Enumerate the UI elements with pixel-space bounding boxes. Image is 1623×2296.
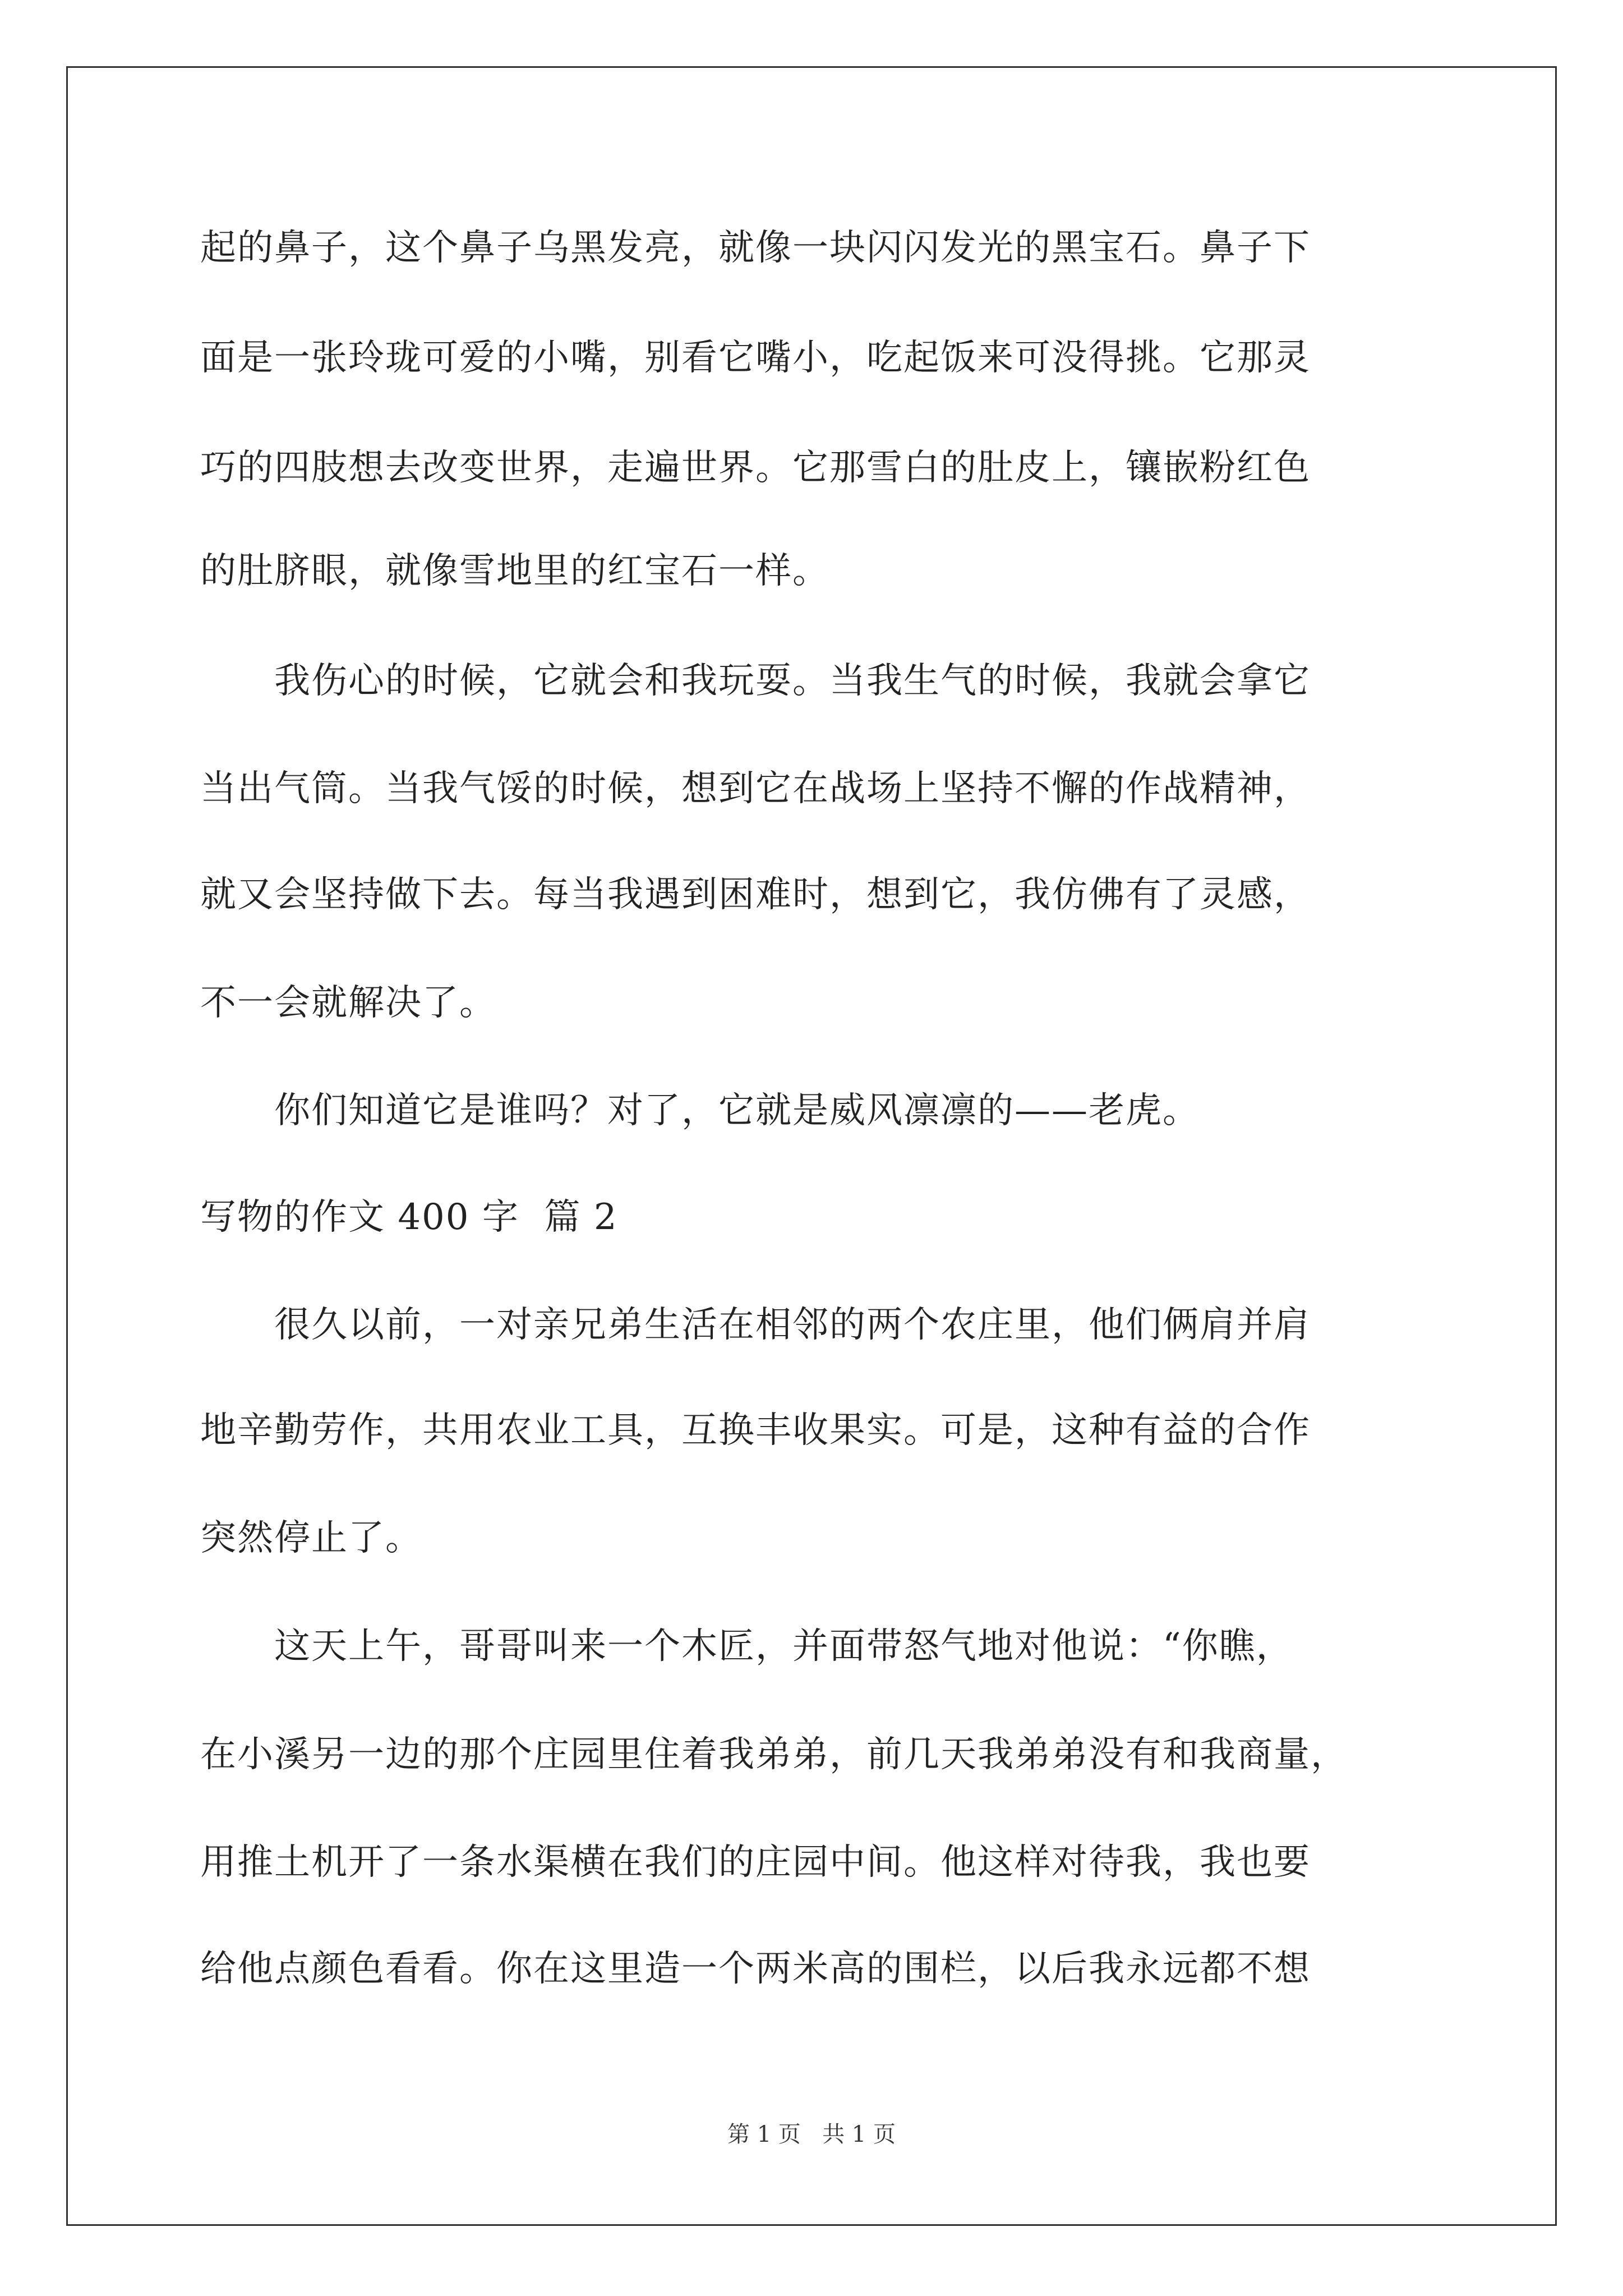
text-line: 起的鼻子，这个鼻子乌黑发亮，就像一块闪闪发光的黑宝石。鼻子下	[200, 227, 1311, 269]
text-line: 就又会坚持做下去。每当我遇到困难时，想到它，我仿佛有了灵感，	[200, 874, 1311, 915]
text-line: 用推土机开了一条水渠横在我们的庄园中间。他这样对待我，我也要	[200, 1842, 1311, 1883]
text-line: 地辛勤劳作，共用农业工具，互换丰收果实。可是，这种有益的合作	[200, 1410, 1311, 1451]
text-line: 在小溪另一边的那个庄园里住着我弟弟，前几天我弟弟没有和我商量，	[200, 1734, 1348, 1775]
text-line: 你们知道它是谁吗？对了，它就是威风凛凛的——老虎。	[200, 1090, 1200, 1131]
text-line: 我伤心的时候，它就会和我玩耍。当我生气的时候，我就会拿它	[200, 660, 1311, 702]
page-border	[66, 66, 1557, 2226]
text-line: 当出气筒。当我气馁的时候，想到它在战场上坚持不懈的作战精神，	[200, 768, 1311, 809]
text-line: 突然停止了。	[200, 1517, 422, 1559]
section-heading: 写物的作文 400 字 篇 2	[200, 1197, 618, 1238]
text-line: 面是一张玲珑可爱的小嘴，别看它嘴小，吃起饭来可没得挑。它那灵	[200, 337, 1311, 379]
page-footer: 第 1 页 共 1 页	[727, 2122, 896, 2147]
text-line: 巧的四肢想去改变世界，走遍世界。它那雪白的肚皮上，镶嵌粉红色	[200, 447, 1311, 489]
text-line: 不一会就解决了。	[200, 982, 496, 1024]
text-line: 这天上午，哥哥叫来一个木匠，并面带怒气地对他说：“你瞧，	[200, 1626, 1293, 1667]
text-line: 很久以前，一对亲兄弟生活在相邻的两个农庄里，他们俩肩并肩	[200, 1304, 1311, 1346]
text-line: 给他点颜色看看。你在这里造一个两米高的围栏，以后我永远都不想	[200, 1948, 1311, 1990]
text-line: 的肚脐眼，就像雪地里的红宝石一样。	[200, 550, 829, 592]
